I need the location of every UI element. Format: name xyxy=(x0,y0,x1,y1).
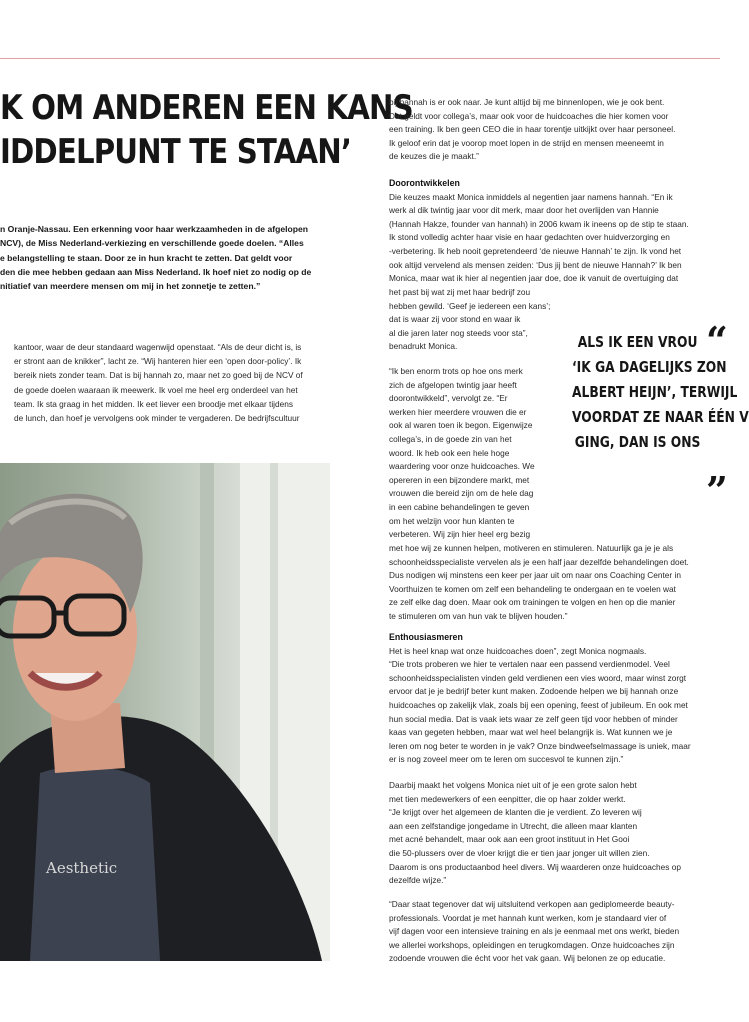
intro-line: NCV), de Miss Nederland-verkiezing en verschillende goede doelen. “Alles xyxy=(0,238,304,249)
body-line: Daarbij maakt het volgens Monica niet uit of je een grote salon hebt xyxy=(389,780,637,790)
body-line: hebben gewild. ‘Geef je iedereen een kans’; xyxy=(389,300,551,311)
pull-quote xyxy=(572,330,749,455)
paragraph-end xyxy=(389,898,705,966)
body-line: het past bij wat zij met haar bedrijf zou xyxy=(389,287,531,297)
body-line: schoonheidsspecialiste vervelen als je een half jaar dezelfde behandelingen doet. xyxy=(389,556,689,567)
body-line: de keuzes die je maakt.” xyxy=(389,151,479,162)
body-line: doorontwikkeld”, vervolgt ze. “Er xyxy=(389,393,508,404)
section-doorontwikkelen xyxy=(389,177,705,286)
narrow-column-2 xyxy=(389,365,549,542)
body-line: zodoende vrouwen die écht voor het vak gaan. Wij belonen ze op educatie. xyxy=(389,953,666,964)
body-line: te stimuleren om van hun vak te blijven houden.” xyxy=(389,610,568,621)
body-line: bij hannah is er ook naar. Je kunt altijd bij me binnenlopen, wie je ook bent. xyxy=(389,97,665,107)
body-line: ervoor dat je je bedrijf beter kunt maken. Zodoende helpen we bij hannah onze xyxy=(389,686,679,697)
headline-line-1: K OM ANDEREN EEN KANS xyxy=(0,88,413,128)
body-line: in een cabine behandelingen te geven xyxy=(389,501,530,512)
body-line: ze zelf elke dag doen. Maar ook om trainingen te volgen en hen op die manier xyxy=(389,597,676,608)
subheading-doorontwikkelen: Doorontwikkelen xyxy=(389,178,460,188)
right-column-mid xyxy=(389,542,705,624)
body-line: dat is waar zij voor stond en waar ik xyxy=(389,314,521,325)
body-line: vijf dagen voor een intensieve training en als je eenmaal met ons werkt, bieden xyxy=(389,926,680,937)
body-line: Dus nodigen wij minstens een keer per jaar uit om naar ons Coaching Center in xyxy=(389,570,681,581)
body-line: hun social media. Dat is vaak iets waar ze zelf geen tijd voor hebben of minder xyxy=(389,713,678,724)
body-line: al die jaren later nog steeds voor sta”, xyxy=(389,327,528,338)
subheading-enthousiasmeren: Enthousiasmeren xyxy=(389,632,463,642)
body-line: “Je krijgt over het algemeen de klanten die je verdient. Zo leveren wij xyxy=(389,807,642,818)
body-line: “Die trots proberen we hier te vertalen naar een passend verdienmodel. Veel xyxy=(389,659,670,670)
body-line: Daarom is ons productaanbod heel divers. Wij waarderen onze huidcoaches op xyxy=(389,861,681,872)
body-line: zich de afgelopen twintig jaar heeft xyxy=(389,379,517,390)
right-column-intro xyxy=(389,96,705,164)
body-line: met acné behandelt, maar ook aan een groot instituut in Het Gooi xyxy=(389,834,630,845)
body-line: om het welzijn voor hun klanten te xyxy=(389,515,515,526)
section-enthousiasmeren xyxy=(389,631,705,767)
body-line: Monica, maar wat ik hier al negentien jaar doe, doe ik vanuit de overtuiging dat xyxy=(389,273,679,284)
body-line: -verbetering. Ik heb nooit gepretendeerd ‘de nieuwe Hannah’ te zijn. Ik vond het xyxy=(389,245,682,256)
body-line: (Hannah Hakze, founder van hannah) in 2006 kwam ik ineens op de stip te staan. xyxy=(389,218,689,229)
intro-line: n Oranje-Nassau. Een erkenning voor haar werkzaamheden in de afgelopen xyxy=(0,224,309,234)
paragraph-daarbij xyxy=(389,779,705,888)
intro-line: nitiatief van meerdere mensen om mij in het zonnetje te zetten.” xyxy=(0,281,261,292)
pull-quote-line: ALBERT HEIJN’, TERWIJL xyxy=(572,383,738,401)
body-line: een training. Ik ben geen CEO die in haar torentje uitkijkt over haar personeel. xyxy=(389,124,676,135)
body-line: kantoor, waar de deur standaard wagenwijd openstaat. “Als de deur dicht is, is xyxy=(14,342,302,352)
body-line: waardering voor onze huidcoaches. We xyxy=(389,461,535,472)
body-line: collega’s, in de goede zin van het xyxy=(389,433,512,444)
body-line: er is nog zoveel meer om te leren om succesvol te kunnen zijn.” xyxy=(389,754,624,765)
body-line: Voorthuizen te komen om zelf een behandeling te ondergaan en te voelen wat xyxy=(389,583,676,594)
top-rule xyxy=(0,58,720,59)
pull-quote-line: GING, DAN IS ONS xyxy=(574,433,701,451)
body-line: de goede doelen waaraan ik meewerk. Ik voel me heel erg onderdeel van het xyxy=(14,384,298,395)
body-line: vrouwen die bereid zijn om de hele dag xyxy=(389,488,534,499)
body-line: Het is heel knap wat onze huidcoaches doen”, zegt Monica nogmaals. xyxy=(389,645,647,656)
body-line: Ik stond volledig achter haar visie en haar gedachten over huidverzorging en xyxy=(389,232,670,243)
body-line: bereik niets zonder team. Dat is bij hannah zo, maar net zo goed bij de NCV of xyxy=(14,370,303,381)
narrow-column-1 xyxy=(389,286,549,354)
body-line: die 50-plussers over de vloer krijgt die er tien jaar jonger uit willen zien. xyxy=(389,847,650,858)
body-line: met tien medewerkers of een eenpitter, die op haar zolder werkt. xyxy=(389,793,626,804)
body-line: “Ik ben enorm trots op hoe ons merk xyxy=(389,366,523,376)
body-line: kaas van gegeten hebben, maar wat wel heel belangrijk is. Wat kunnen we je xyxy=(389,727,673,738)
intro-paragraph xyxy=(0,222,330,293)
body-line: ook altijd vervelend als mensen zeiden: ‘Dus jij bent de nieuwe Hannah?’ Ik ben xyxy=(389,259,682,270)
body-line: verbeteren. Wij zijn hier heel erg bezig xyxy=(389,529,531,540)
body-line: de lunch, dan hoef je vervolgens ook minder te vergaderen. De bedrijfscultuur xyxy=(14,413,300,424)
body-line: woord. Ik heb ook een hele hoge xyxy=(389,447,510,458)
body-line: werken hier meerdere vrouwen die er xyxy=(389,406,527,417)
quote-open-mark: “ xyxy=(706,318,728,363)
portrait-illustration xyxy=(0,463,330,961)
body-line: met hoe wij ze kunnen helpen, motiveren en stimuleren. Natuurlijk ga je je als xyxy=(389,543,674,553)
body-line: benadrukt Monica. xyxy=(389,341,458,352)
pull-quote-line: ALS IK EEN VROU xyxy=(577,333,698,351)
body-line: leren om nog beter te worden in je vak? Onze bindweefselmassage is uniek, maar xyxy=(389,740,691,751)
pull-quote-line: VOORDAT ZE NAAR ÉÉN V xyxy=(572,408,749,426)
body-line: team. Ik sta graag in het midden. Ik eet liever een broodje met elkaar tijdens xyxy=(14,398,294,409)
pull-quote-line: ‘IK GA DAGELIJKS ZON xyxy=(572,358,727,376)
body-line: er stront aan de knikker”, lacht ze. “Wij hanteren hier een ‘open door-policy’. Ik xyxy=(14,356,302,367)
body-line: huidcoaches op zakelijk vlak, zoals bij een opening, feest of jubileum. En ook met xyxy=(389,699,688,710)
body-line: “Daar staat tegenover dat wij uitsluitend verkopen aan gediplomeerde beauty- xyxy=(389,899,675,909)
body-line: we allerlei workshops, opleidingen en terugkomdagen. Onze huidcoaches zijn xyxy=(389,939,675,950)
body-line: opereren in een bijzondere markt, met xyxy=(389,474,530,485)
body-line: ook al waren toen ik begon. Eigenwijze xyxy=(389,420,533,431)
intro-line: e belangstelling te staan. Door ze in hun kracht te zetten. Dat geldt voor xyxy=(0,252,293,263)
body-line: Dat geldt voor collega’s, maar ook voor de huidcoaches die hier komen voor xyxy=(389,110,669,121)
body-line: professionals. Voordat je met hannah kunt werken, kom je standaard vier of xyxy=(389,912,667,923)
body-line: schoonheidsspecialisten vinden geld verdienen een vies woord, maar winst zorgt xyxy=(389,672,687,683)
intro-line: den die mee hebben gedaan aan Miss Nederland. Ik hoef niet zo nodig op de xyxy=(0,266,312,277)
headline xyxy=(0,86,413,174)
body-line: aan een zelfstandige jongedame in Utrecht, die alleen maar klanten xyxy=(389,820,638,831)
shirt-text: Aesthetic xyxy=(46,859,118,877)
body-line: dezelfde wijze.” xyxy=(389,875,447,886)
headline-line-2: IDDELPUNT TE STAAN’ xyxy=(0,132,352,172)
body-line: Ik geloof erin dat je voorop moet lopen in de strijd en mensen meeneemt in xyxy=(389,137,664,148)
portrait-photo xyxy=(0,463,330,961)
left-body-text xyxy=(14,340,330,425)
body-line: werk al dik twintig jaar voor dit merk, maar door het overlijden van Hannie xyxy=(389,205,659,216)
body-line: Die keuzes maakt Monica inmiddels al negentien jaar namens hannah. “En ik xyxy=(389,191,673,202)
quote-close-mark: ” xyxy=(706,468,728,513)
